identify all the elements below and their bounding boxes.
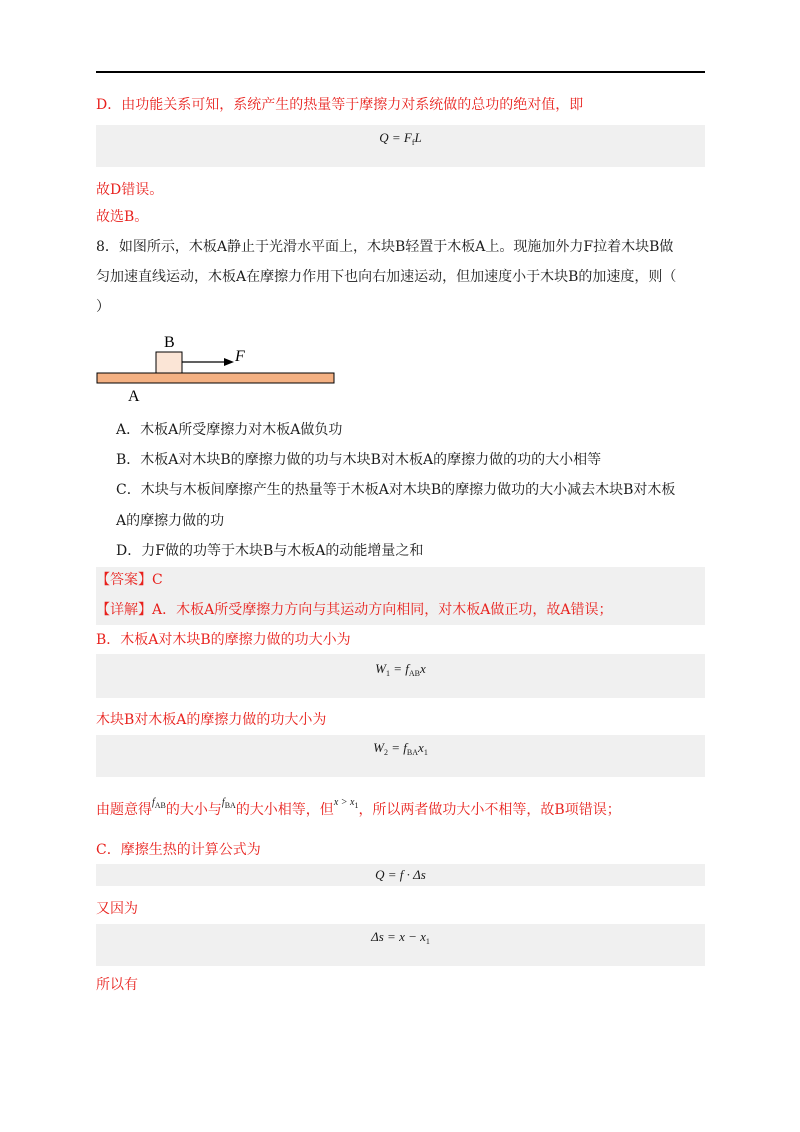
option-d: D．力F做的功等于木块B与木板A的动能增量之和 [116,543,424,559]
option-c-cont: A的摩擦力做的功 [116,513,225,529]
board-a [97,373,334,383]
f-ba-symbol: fBA [221,797,236,810]
label-f: F [235,348,245,365]
option-c: C．木块与木板间摩擦产生的热量等于木板A对木块B的摩擦力做功的大小减去木块B对木板 [116,482,676,498]
equation-ds: $\Delta s = x - x_1$ [371,929,430,946]
question-line-2: 匀加速直线运动，木板A在摩擦力作用下也向右加速运动，但加速度小于木块B的加速度，则（ [96,269,677,285]
so-label: 所以有 [96,977,138,993]
equation-w1: $W_1 = f_{AB}x$ [375,661,426,678]
option-b: B．木板A对木块B的摩擦力做的功与木块B对木板A的摩擦力做的功的大小相等 [116,452,602,468]
header-rule [96,71,705,73]
equation-w2: $W_2 = f_{BA}x_1$ [373,740,428,757]
f-ab-symbol: fAB [152,797,166,810]
block-b [156,352,182,373]
arrow-head-icon [224,358,234,366]
inequality-symbol: x > x1 [333,797,359,810]
equation-q-fds: Q = f · Δs [375,867,426,882]
detail-b-2: 木块B对木板A的摩擦力做的功大小为 [96,712,327,728]
label-b: B [164,334,175,351]
board-block-figure [96,333,356,408]
comparison-line: 由题意得$^{f_{AB}}$的大小与$^{f_{BA}}$的大小相等，但$^{x > x_1}$，所以两者做功大小不相等，故B项错误； [96,797,621,818]
prev-option-d: D．由功能关系可知，系统产生的热量等于摩擦力对系统做的总功的绝对值，即 [96,97,584,113]
answer-label: 【答案】C [96,572,163,588]
equation-q-ffl: $Q = F_fL$ [379,130,422,147]
detail-b: B．木板A对木块B的摩擦力做的功大小为 [96,632,351,648]
detail-c: C．摩擦生热的计算公式为 [96,842,261,858]
detail-a: 【详解】A．木板A所受摩擦力方向与其运动方向相同，对木板A做正功，故A错误； [96,602,613,618]
prev-conclusion: 故D错误。 [96,182,164,198]
option-a: A．木板A所受摩擦力对木板A做负功 [116,422,343,438]
label-a: A [128,388,140,405]
question-line-1: 8．如图所示，木板A静止于光滑水平面上，木块B轻置于木板A上。现施加外力F拉着木块B做 [96,239,674,255]
again-label: 又因为 [96,901,138,917]
prev-answer: 故选B。 [96,209,149,225]
question-line-3: ） [96,299,110,315]
